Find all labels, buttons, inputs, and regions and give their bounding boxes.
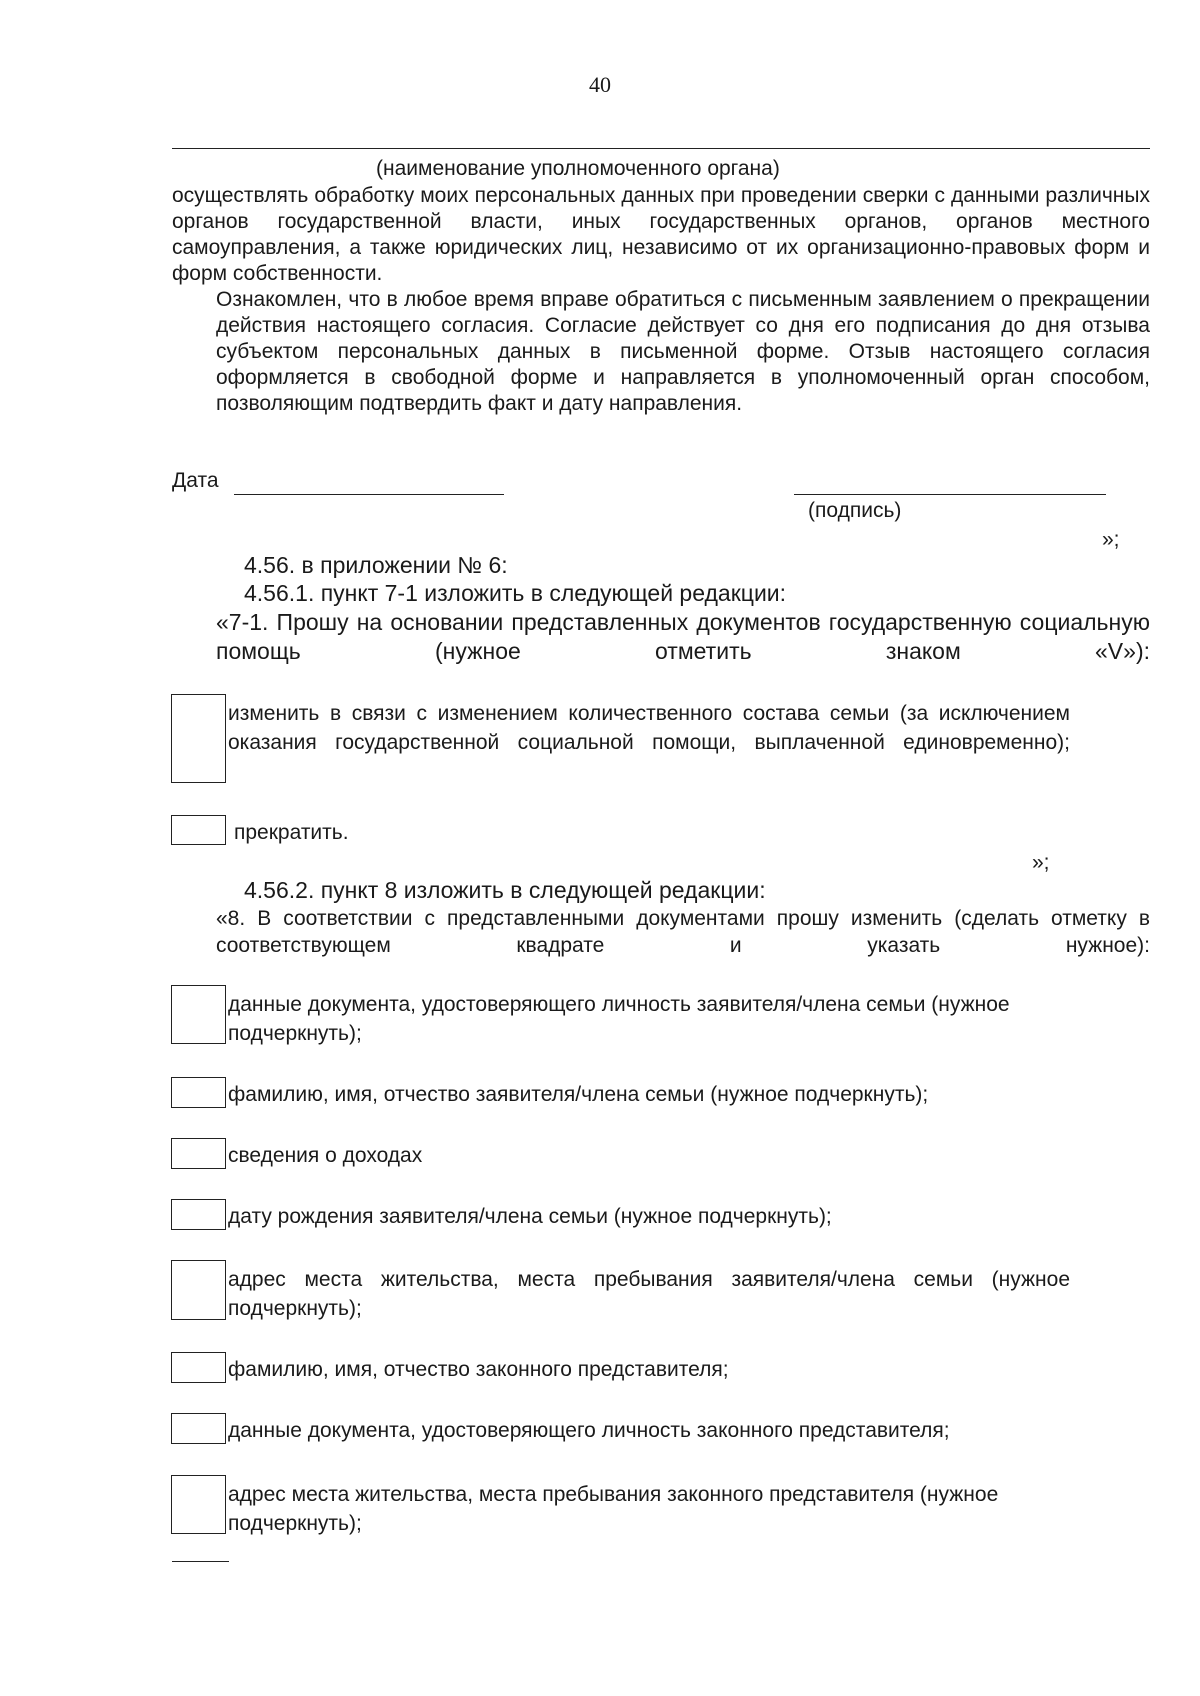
close-quote: »;	[1102, 528, 1120, 551]
option-representative-name-label: фамилию, имя, отчество законного представителя;	[228, 1358, 729, 1381]
checkbox-applicant-document[interactable]	[171, 985, 226, 1044]
checkbox-income[interactable]	[171, 1138, 226, 1169]
option-stop-label: прекратить.	[234, 821, 349, 844]
section-4-56: 4.56. в приложении № 6:	[244, 552, 508, 578]
footnote-separator	[172, 1561, 229, 1562]
checkbox-change[interactable]	[171, 694, 226, 783]
checkbox-representative-address[interactable]	[171, 1475, 226, 1534]
consent-paragraph-2: Ознакомлен, что в любое время вправе обратиться с письменным заявлением о прекращении действия настоящего согласия. Согласие действует со дня его подписания до дня отзыва субъектом персональных данных в письменной форме. Отзыв настоящего согласия оформляется в свободной форме и направляется в уполномоченный орган способом, позволяющим подтвердить факт и дату направления.	[216, 288, 1150, 415]
date-label: Дата	[172, 469, 219, 492]
organ-name-line	[172, 148, 1150, 149]
option-representative-document-label: данные документа, удостоверяющего личность законного представителя;	[228, 1419, 950, 1442]
paragraph-8: «8. В соответствии с представленными документами прошу изменить (сделать отметку в соответствующем квадрате и указать нужное):	[216, 907, 1150, 957]
signature-caption: (подпись)	[808, 499, 902, 522]
checkbox-applicant-address[interactable]	[171, 1260, 226, 1320]
option-change-label: изменить в связи с изменением количественного состава семьи (за исключением оказания государственной социальной помощи, выплаченной единовременно);	[228, 702, 1070, 754]
checkbox-representative-name[interactable]	[171, 1352, 226, 1383]
checkbox-applicant-name[interactable]	[171, 1077, 226, 1108]
date-field-line[interactable]	[234, 494, 504, 495]
option-birth-date-label: дату рождения заявителя/члена семьи (нужное подчеркнуть);	[228, 1205, 832, 1228]
page-number: 40	[589, 72, 611, 97]
organ-name-caption: (наименование уполномоченного органа)	[376, 157, 780, 180]
checkbox-representative-document[interactable]	[171, 1413, 226, 1444]
option-applicant-name-label: фамилию, имя, отчество заявителя/члена семьи (нужное подчеркнуть);	[228, 1083, 929, 1106]
option-applicant-address-label: адрес места жительства, места пребывания заявителя/члена семьи (нужное подчеркнуть);	[228, 1268, 1070, 1320]
checkbox-birth-date[interactable]	[171, 1199, 226, 1230]
paragraph-7-1: «7-1. Прошу на основании представленных документов государственную социальную помощь (нужное отметить знаком «V»):	[216, 609, 1150, 664]
consent-paragraph-1: осуществлять обработку моих персональных данных при проведении сверки с данными различных органов государственной власти, иных государственных органов, органов местного самоуправления, а также юридических лиц, независимо от их организационно-правовых форм и форм собственности.	[172, 184, 1150, 285]
option-applicant-document-label: данные документа, удостоверяющего личность заявителя/члена семьи (нужное подчеркнуть);	[228, 993, 1010, 1045]
section-4-56-2: 4.56.2. пункт 8 изложить в следующей редакции:	[244, 877, 766, 903]
option-income-label: сведения о доходах	[228, 1144, 423, 1167]
signature-field-line[interactable]	[794, 494, 1106, 495]
section-4-56-1: 4.56.1. пункт 7-1 изложить в следующей редакции:	[244, 580, 787, 606]
option-representative-address-label: адрес места жительства, места пребывания законного представителя (нужное подчеркнуть);	[228, 1483, 999, 1535]
close-quote: »;	[1032, 851, 1050, 874]
checkbox-stop[interactable]	[171, 815, 226, 845]
